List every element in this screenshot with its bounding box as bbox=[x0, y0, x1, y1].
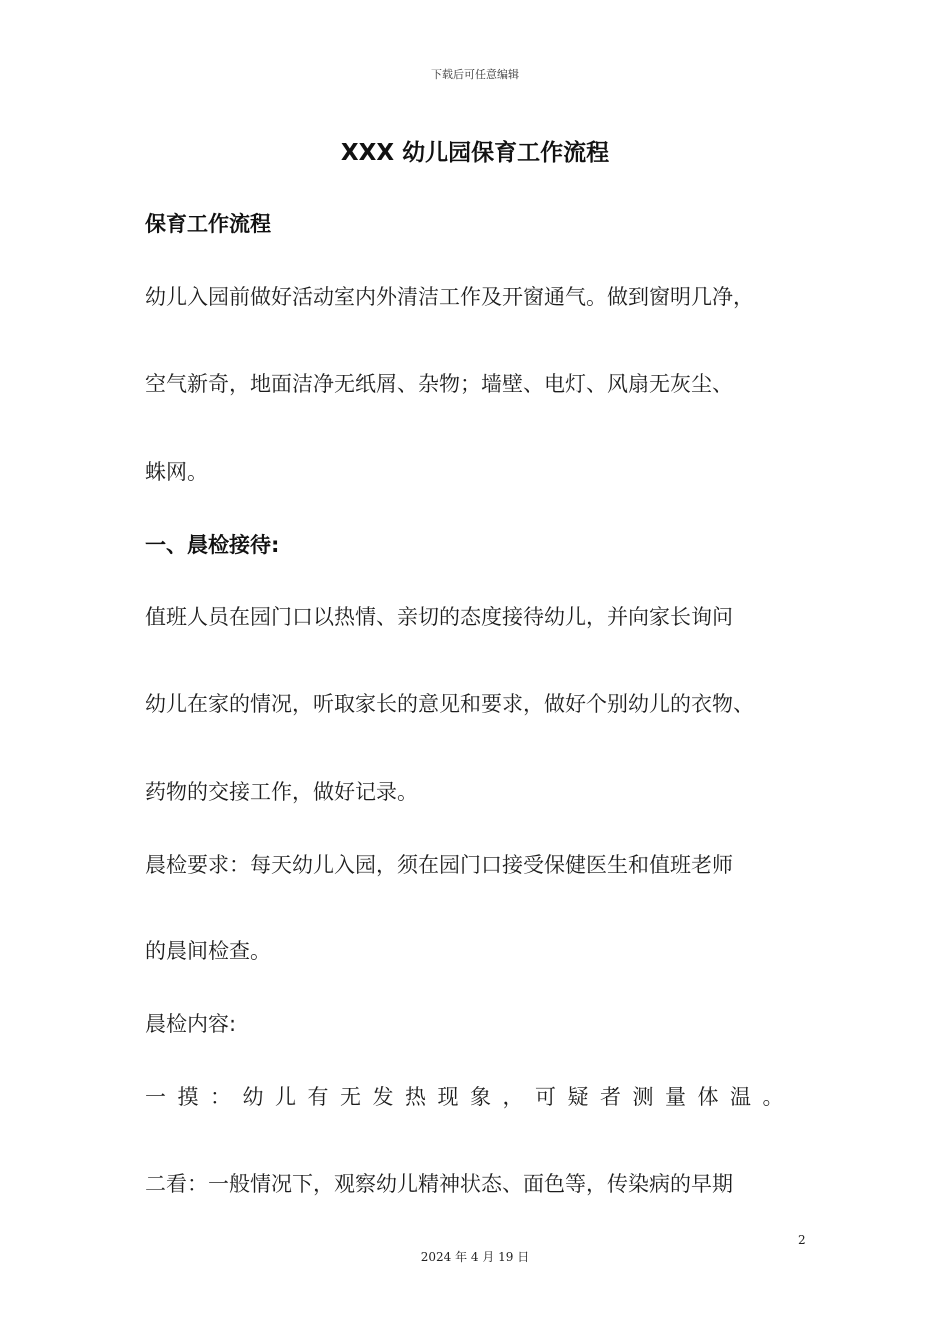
paragraph-line: 蛛网。 bbox=[145, 460, 208, 484]
list-item: 一摸：幼儿有无发热现象，可疑者测量体温。 bbox=[145, 1085, 795, 1109]
paragraph-line: 空气新奇，地面洁净无纸屑、杂物；墙壁、电灯、风扇无灰尘、 bbox=[145, 372, 733, 396]
header-note: 下载后可任意编辑 bbox=[431, 68, 519, 81]
content-label: 晨检内容: bbox=[145, 1012, 237, 1036]
paragraph-line: 晨检要求：每天幼儿入园，须在园门口接受保健医生和值班老师 bbox=[145, 853, 733, 877]
paragraph-line: 幼儿在家的情况，听取家长的意见和要求，做好个别幼儿的衣物、 bbox=[145, 692, 754, 716]
paragraph-line: 幼儿入园前做好活动室内外清洁工作及开窗通气。做到窗明几净， bbox=[145, 285, 754, 309]
list-item: 二看：一般情况下，观察幼儿精神状态、面色等，传染病的早期 bbox=[145, 1172, 733, 1196]
paragraph-line: 值班人员在园门口以热情、亲切的态度接待幼儿，并向家长询问 bbox=[145, 605, 733, 629]
page-number: 2 bbox=[798, 1233, 806, 1247]
paragraph-line: 药物的交接工作，做好记录。 bbox=[145, 780, 418, 804]
footer-date: 2024 年 4 月 19 日 bbox=[420, 1250, 530, 1264]
paragraph-line: 的晨间检查。 bbox=[145, 939, 271, 963]
document-title: XXX 幼儿园保育工作流程 bbox=[340, 140, 610, 166]
section-heading: 保育工作流程 bbox=[145, 212, 271, 236]
morning-check-heading: 一、晨检接待: bbox=[145, 533, 280, 557]
